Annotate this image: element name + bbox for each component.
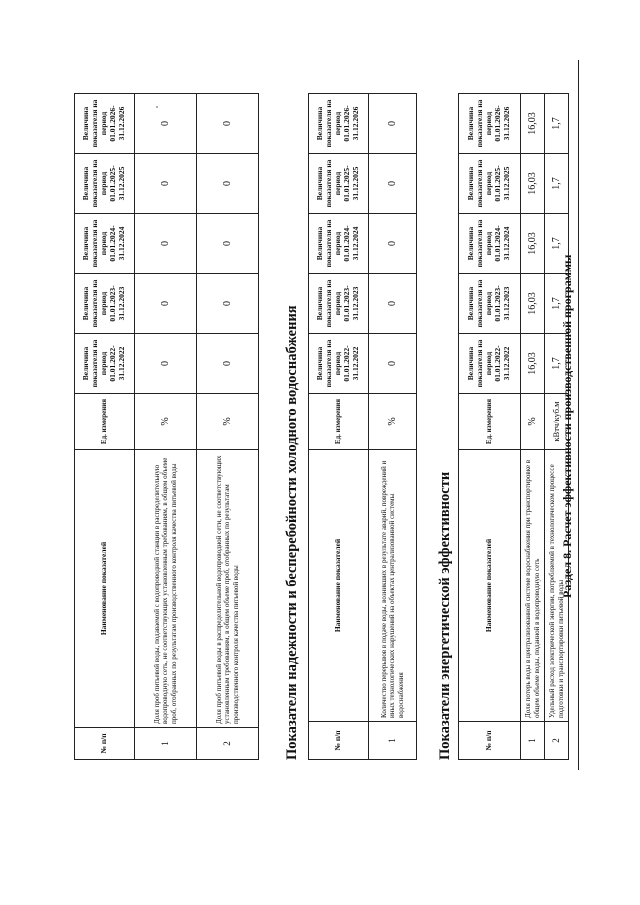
rotated-document-page bbox=[60, 52, 580, 852]
section-title-energy: Показатели энергетической эффективности bbox=[437, 471, 453, 760]
row-value-2026: 16,03 bbox=[521, 94, 545, 154]
col-header-2025: Величина показателя на период 01.01.2025-31.12.2025 bbox=[459, 154, 521, 214]
col-header-unit: Ед. измерения bbox=[459, 394, 521, 450]
row-value-2026: 0 bbox=[135, 94, 197, 154]
table-row bbox=[521, 94, 545, 760]
quality-indicators-table bbox=[74, 93, 259, 760]
row-unit: % bbox=[369, 394, 417, 450]
row-value-2023: 1,7 bbox=[545, 274, 569, 334]
row-name: Доля проб питьевой воды, подаваемой с водопроводной станции в распределительную водопроводную сеть, не соответствующих установленным требованиям, в общем объеме проб, отобранных по результатам производственного контроля качества питьевой воды bbox=[135, 450, 197, 728]
row-value-2025: 0 bbox=[369, 154, 417, 214]
col-header-2023: Величина показателя на период 01.01.2023-31.12.2023 bbox=[459, 274, 521, 334]
row-value-2022: 0 bbox=[369, 334, 417, 394]
energy-table-block bbox=[458, 93, 569, 760]
col-header-2026: Величина показателя на период 01.01.2026-31.12.2026 bbox=[309, 94, 369, 154]
col-header-2026: Величина показателя на период 01.01.2026-31.12.2026 bbox=[75, 94, 135, 154]
col-header-2022: Величина показателя на период 01.01.2022-31.12.2022 bbox=[459, 334, 521, 394]
reliability-table-block bbox=[308, 93, 417, 760]
row-value-2022: 1,7 bbox=[545, 334, 569, 394]
row-unit: % bbox=[521, 394, 545, 450]
row-value-2023: 0 bbox=[197, 274, 259, 334]
col-header-2024: Величина показателя на период 01.01.2024-31.12.2024 bbox=[309, 214, 369, 274]
col-header-name: Наименование показателей bbox=[459, 450, 521, 722]
col-header-num: № п/п bbox=[459, 722, 521, 760]
col-header-num: № п/п bbox=[309, 722, 369, 760]
row-value-2026: 0 bbox=[369, 94, 417, 154]
row-value-2022: 0 bbox=[135, 334, 197, 394]
row-unit: % bbox=[135, 394, 197, 450]
row-value-2025: 0 bbox=[135, 154, 197, 214]
row-unit: кВтч/куб.м bbox=[545, 394, 569, 450]
row-num: 1 bbox=[521, 722, 545, 760]
row-value-2024: 1,7 bbox=[545, 214, 569, 274]
row-value-2023: 0 bbox=[135, 274, 197, 334]
row-num: 2 bbox=[197, 728, 259, 760]
row-value-2026: 1,7 bbox=[545, 94, 569, 154]
col-header-2024: Величина показателя на период 01.01.2024-31.12.2024 bbox=[459, 214, 521, 274]
row-value-2023: 16,03 bbox=[521, 274, 545, 334]
section-8-heading: Раздел 8. Расчет эффективности производственной программы bbox=[560, 254, 574, 598]
col-header-2023: Величина показателя на период 01.01.2023-31.12.2023 bbox=[309, 274, 369, 334]
col-header-unit: Ед. измерения bbox=[309, 394, 369, 450]
col-header-2025: Величина показателя на период 01.01.2025-31.12.2025 bbox=[309, 154, 369, 214]
table-header-row bbox=[459, 94, 521, 760]
row-name: Количество перерывов в подаче воды, возникших в результате аварий, повреждений и иных технологических нарушений на объектах централизованной системы водоснабжения bbox=[369, 450, 417, 722]
row-unit: % bbox=[197, 394, 259, 450]
row-num: 2 bbox=[545, 722, 569, 760]
row-num: 1 bbox=[135, 728, 197, 760]
col-header-2026: Величина показателя на период 01.01.2026-31.12.2026 bbox=[459, 94, 521, 154]
reliability-table bbox=[308, 93, 417, 760]
col-header-2022: Величина показателя на период 01.01.2022-31.12.2022 bbox=[309, 334, 369, 394]
col-header-2023: Величина показателя на период 01.01.2023-31.12.2023 bbox=[75, 274, 135, 334]
row-name: Доля потерь воды в централизованной системе водоснабжения при транспортировке в общем объеме воды, поданной в водопроводную сеть bbox=[521, 450, 545, 722]
row-value-2026: 0 bbox=[197, 94, 259, 154]
row-value-2024: 0 bbox=[369, 214, 417, 274]
footer-divider bbox=[578, 60, 579, 770]
row-value-2025: 0 bbox=[197, 154, 259, 214]
scan-speck bbox=[156, 106, 158, 108]
row-value-2022: 16,03 bbox=[521, 334, 545, 394]
col-header-2024: Величина показателя на период 01.01.2024-31.12.2024 bbox=[75, 214, 135, 274]
row-value-2024: 16,03 bbox=[521, 214, 545, 274]
col-header-2025: Величина показателя на период 01.01.2025-31.12.2025 bbox=[75, 154, 135, 214]
row-value-2024: 0 bbox=[197, 214, 259, 274]
col-header-2022: Величина показателя на период 01.01.2022-31.12.2022 bbox=[75, 334, 135, 394]
col-header-name: Наименование показателей bbox=[75, 450, 135, 728]
row-num: 1 bbox=[369, 722, 417, 760]
table-row bbox=[135, 94, 197, 760]
row-name: Удельный расход электрической энергии, потребляемой в технологическом процессе подготовки и транспортировки питьевой воды bbox=[545, 450, 569, 722]
col-header-unit: Ед. измерения bbox=[75, 394, 135, 450]
quality-indicators-table-block bbox=[74, 93, 259, 760]
row-value-2025: 1,7 bbox=[545, 154, 569, 214]
row-value-2023: 0 bbox=[369, 274, 417, 334]
table-row bbox=[197, 94, 259, 760]
col-header-num: № п/п bbox=[75, 728, 135, 760]
table-header-row bbox=[75, 94, 135, 760]
row-name: Доля проб питьевой воды в распределительной водопроводной сети, не соответствующих установленным требованиям, в общем объеме проб, отобранных по результатам производственного контроля качества питьевой воды bbox=[197, 450, 259, 728]
table-row bbox=[369, 94, 417, 760]
row-value-2022: 0 bbox=[197, 334, 259, 394]
col-header-name: Наименование показателей bbox=[309, 450, 369, 722]
row-value-2025: 16,03 bbox=[521, 154, 545, 214]
row-value-2024: 0 bbox=[135, 214, 197, 274]
section-title-reliability: Показатели надежности и бесперебойности холодного водоснабжения bbox=[284, 305, 300, 760]
energy-table bbox=[458, 93, 569, 760]
table-header-row bbox=[309, 94, 369, 760]
